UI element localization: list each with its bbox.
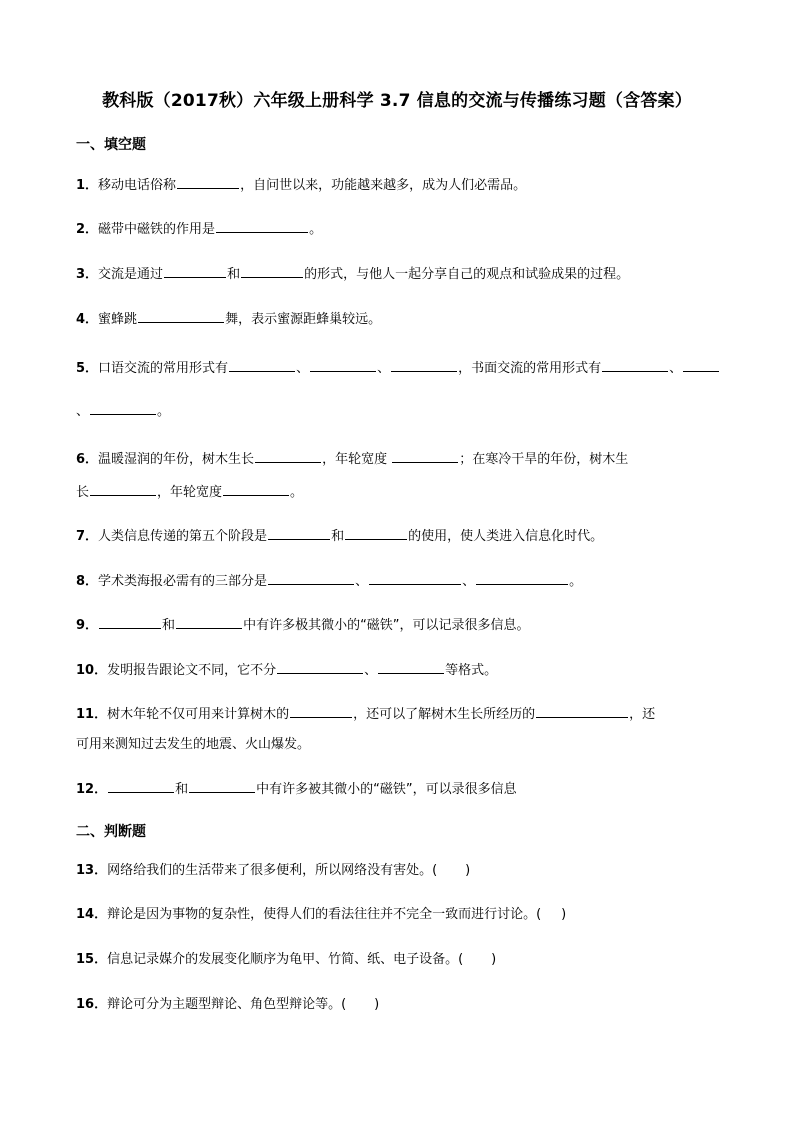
answer-blank[interactable] (216, 219, 308, 233)
question-1: 1．移动电话俗称 ，自问世以来，功能越来越多，成为人们必需品。 (76, 175, 526, 195)
answer-blank[interactable] (90, 482, 156, 496)
answer-blank[interactable] (369, 571, 461, 585)
question-11-continued: 可用来测知过去发生的地震、火山爆发。 (76, 737, 311, 752)
answer-blank[interactable] (345, 526, 407, 540)
answer-blank[interactable] (268, 526, 330, 540)
answer-blank[interactable] (223, 482, 289, 496)
question-8: 8．学术类海报必需有的三部分是 、 、 。 (76, 571, 582, 591)
answer-blank[interactable] (176, 615, 242, 629)
question-5: 5．口语交流的常用形式有 、 、 ，书面交流的常用形式有 、 (76, 358, 720, 378)
answer-blank[interactable] (108, 779, 174, 793)
answer-blank[interactable] (310, 358, 376, 372)
question-4: 4．蜜蜂跳 舞，表示蜜源距蜂巢较远。 (76, 309, 381, 329)
answer-blank[interactable] (290, 704, 352, 718)
question-9: 9． 和 中有许多极其微小的“磁铁”，可以记录很多信息。 (76, 615, 530, 635)
question-6: 6．温暖湿润的年份，树木生长 ，年轮宽度 ；在寒冷干旱的年份，树木生 (76, 449, 628, 469)
section-fill-in-blank: 一、填空题 (76, 137, 146, 153)
page-title: 教科版（2017秋）六年级上册科学 3.7 信息的交流与传播练习题（含答案） (102, 91, 692, 111)
question-2: 2．磁带中磁铁的作用是 。 (76, 219, 322, 239)
answer-blank[interactable] (177, 175, 239, 189)
answer-blank[interactable] (255, 449, 321, 463)
question-6-continued: 长 ，年轮宽度 。 (76, 482, 303, 502)
answer-blank[interactable] (392, 449, 458, 463)
question-10: 10．发明报告跟论文不同，它不分 、 等格式。 (76, 660, 497, 680)
answer-blank[interactable] (683, 358, 719, 372)
question-12: 12． 和 中有许多被其微小的“磁铁”，可以录很多信息 (76, 779, 517, 799)
question-16: 16．辩论可分为主题型辩论、角色型辩论等。( ) (76, 997, 380, 1012)
answer-blank[interactable] (229, 358, 295, 372)
answer-blank[interactable] (138, 309, 224, 323)
answer-blank[interactable] (476, 571, 568, 585)
answer-blank[interactable] (164, 264, 226, 278)
question-14: 14．辩论是因为事物的复杂性，使得人们的看法往往并不完全一致而进行讨论。( ) (76, 907, 567, 922)
answer-blank[interactable] (99, 615, 161, 629)
answer-blank[interactable] (241, 264, 303, 278)
answer-blank[interactable] (378, 660, 444, 674)
answer-blank[interactable] (536, 704, 628, 718)
question-15: 15．信息记录媒介的发展变化顺序为龟甲、竹简、纸、电子设备。( ) (76, 952, 497, 967)
question-13: 13．网络给我们的生活带来了很多便利，所以网络没有害处。( ) (76, 863, 471, 878)
question-11: 11．树木年轮不仅可用来计算树木的 ，还可以了解树木生长所经历的 ，还 (76, 704, 655, 724)
answer-blank[interactable] (268, 571, 354, 585)
answer-blank[interactable] (391, 358, 457, 372)
question-3: 3．交流是通过 和 的形式，与他人一起分享自己的观点和试验成果的过程。 (76, 264, 629, 284)
answer-blank[interactable] (277, 660, 363, 674)
answer-blank[interactable] (90, 401, 156, 415)
section-true-false: 二、判断题 (76, 824, 146, 840)
question-5-continued: 、 。 (76, 401, 170, 421)
answer-blank[interactable] (189, 779, 255, 793)
answer-blank[interactable] (602, 358, 668, 372)
question-7: 7．人类信息传递的第五个阶段是 和 的使用，使人类进入信息化时代。 (76, 526, 603, 546)
